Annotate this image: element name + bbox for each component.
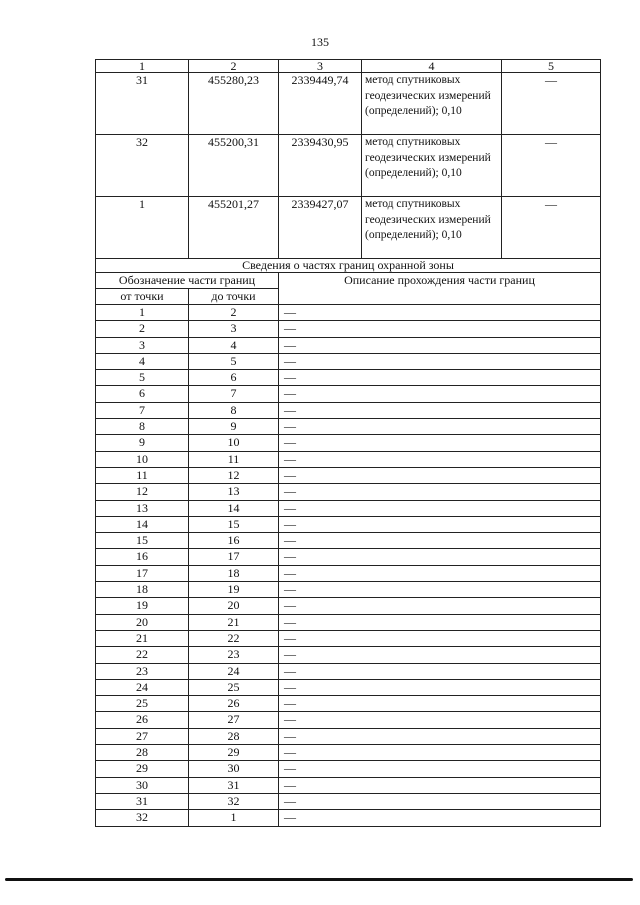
segment-from: 1 xyxy=(96,305,189,321)
segment-description: — xyxy=(279,484,601,500)
segment-from: 14 xyxy=(96,516,189,532)
segment-to: 20 xyxy=(189,598,279,614)
coordinate-row xyxy=(96,73,601,135)
segment-from: 24 xyxy=(96,679,189,695)
segment-to: 28 xyxy=(189,728,279,744)
segment-from: 10 xyxy=(96,451,189,467)
segment-to: 1 xyxy=(189,810,279,826)
section-title-row xyxy=(96,259,601,273)
segment-row xyxy=(96,402,601,418)
segment-row xyxy=(96,419,601,435)
segment-to: 31 xyxy=(189,777,279,793)
segment-row xyxy=(96,533,601,549)
segment-to: 21 xyxy=(189,614,279,630)
segment-to: 25 xyxy=(189,679,279,695)
column-number: 4 xyxy=(362,60,502,73)
segment-from: 19 xyxy=(96,598,189,614)
segment-row xyxy=(96,598,601,614)
segment-to: 7 xyxy=(189,386,279,402)
segment-description: — xyxy=(279,663,601,679)
segment-description: — xyxy=(279,386,601,402)
method-description: метод спутниковых геодезических измерений (определений); 0,10 xyxy=(362,135,502,197)
boundary-table xyxy=(95,59,601,827)
segment-to: 23 xyxy=(189,647,279,663)
segment-description: — xyxy=(279,370,601,386)
segment-description: — xyxy=(279,810,601,826)
note-cell: — xyxy=(502,197,601,259)
segment-description: — xyxy=(279,777,601,793)
segment-row xyxy=(96,549,601,565)
segment-description: — xyxy=(279,353,601,369)
segment-row xyxy=(96,728,601,744)
segment-from: 26 xyxy=(96,712,189,728)
segment-description: — xyxy=(279,630,601,646)
segment-to: 12 xyxy=(189,467,279,483)
segment-description: — xyxy=(279,614,601,630)
segment-from: 32 xyxy=(96,810,189,826)
point-number: 31 xyxy=(96,73,189,135)
segment-from: 20 xyxy=(96,614,189,630)
segment-from: 22 xyxy=(96,647,189,663)
segment-from: 16 xyxy=(96,549,189,565)
segment-from: 3 xyxy=(96,337,189,353)
segment-to: 10 xyxy=(189,435,279,451)
segment-description: — xyxy=(279,451,601,467)
segment-row xyxy=(96,696,601,712)
segment-from: 2 xyxy=(96,321,189,337)
segment-to: 14 xyxy=(189,500,279,516)
point-number: 1 xyxy=(96,197,189,259)
column-number: 5 xyxy=(502,60,601,73)
segment-description: — xyxy=(279,696,601,712)
segment-description: — xyxy=(279,305,601,321)
segment-description: — xyxy=(279,598,601,614)
segment-from: 13 xyxy=(96,500,189,516)
segment-description: — xyxy=(279,793,601,809)
segment-from: 5 xyxy=(96,370,189,386)
coord-y: 2339449,74 xyxy=(279,73,362,135)
coord-x: 455201,27 xyxy=(189,197,279,259)
segment-row xyxy=(96,630,601,646)
segment-row xyxy=(96,663,601,679)
segment-to: 24 xyxy=(189,663,279,679)
coord-y: 2339430,95 xyxy=(279,135,362,197)
segment-to: 4 xyxy=(189,337,279,353)
segment-to: 30 xyxy=(189,761,279,777)
segment-to: 5 xyxy=(189,353,279,369)
segment-to: 15 xyxy=(189,516,279,532)
coord-x: 455200,31 xyxy=(189,135,279,197)
segment-from: 21 xyxy=(96,630,189,646)
segment-from: 17 xyxy=(96,565,189,581)
segment-description: — xyxy=(279,435,601,451)
segment-from: 27 xyxy=(96,728,189,744)
segment-description: — xyxy=(279,402,601,418)
column-number: 3 xyxy=(279,60,362,73)
column-number-row xyxy=(96,60,601,73)
column-number: 2 xyxy=(189,60,279,73)
method-description: метод спутниковых геодезических измерений (определений); 0,10 xyxy=(362,197,502,259)
segment-to: 9 xyxy=(189,419,279,435)
note-cell: — xyxy=(502,73,601,135)
segment-row xyxy=(96,712,601,728)
segment-from: 8 xyxy=(96,419,189,435)
segment-to: 2 xyxy=(189,305,279,321)
segment-description: — xyxy=(279,679,601,695)
coord-x: 455280,23 xyxy=(189,73,279,135)
segment-description: — xyxy=(279,321,601,337)
page-number: 135 xyxy=(311,35,329,49)
segment-row xyxy=(96,386,601,402)
segment-row xyxy=(96,761,601,777)
segment-from: 30 xyxy=(96,777,189,793)
segment-from: 23 xyxy=(96,663,189,679)
section-title: Сведения о частях границ охранной зоны xyxy=(96,259,601,273)
segment-row xyxy=(96,484,601,500)
method-description: метод спутниковых геодезических измерений (определений); 0,10 xyxy=(362,73,502,135)
segment-from: 15 xyxy=(96,533,189,549)
segment-row xyxy=(96,451,601,467)
segment-description: — xyxy=(279,467,601,483)
segment-description: — xyxy=(279,582,601,598)
segment-row xyxy=(96,777,601,793)
segment-description: — xyxy=(279,647,601,663)
segment-description: — xyxy=(279,500,601,516)
segment-row xyxy=(96,435,601,451)
segment-row xyxy=(96,679,601,695)
segment-description: — xyxy=(279,712,601,728)
segment-row xyxy=(96,467,601,483)
segment-row xyxy=(96,810,601,826)
segment-row xyxy=(96,614,601,630)
segment-row xyxy=(96,370,601,386)
segment-from: 28 xyxy=(96,745,189,761)
segment-from: 4 xyxy=(96,353,189,369)
segment-to: 19 xyxy=(189,582,279,598)
coordinate-row xyxy=(96,197,601,259)
to-point-header: до точки xyxy=(189,289,279,305)
segment-description: — xyxy=(279,533,601,549)
segment-row xyxy=(96,516,601,532)
segment-to: 3 xyxy=(189,321,279,337)
segment-row xyxy=(96,337,601,353)
segment-to: 29 xyxy=(189,745,279,761)
segment-to: 27 xyxy=(189,712,279,728)
segment-to: 6 xyxy=(189,370,279,386)
point-number: 32 xyxy=(96,135,189,197)
part-designation-header: Обозначение части границ xyxy=(96,273,279,289)
segment-from: 25 xyxy=(96,696,189,712)
segment-from: 31 xyxy=(96,793,189,809)
segment-to: 26 xyxy=(189,696,279,712)
segment-description: — xyxy=(279,745,601,761)
segment-to: 13 xyxy=(189,484,279,500)
note-cell: — xyxy=(502,135,601,197)
segment-from: 11 xyxy=(96,467,189,483)
segment-row xyxy=(96,305,601,321)
segment-from: 18 xyxy=(96,582,189,598)
segment-row xyxy=(96,565,601,581)
part-header-row xyxy=(96,273,601,289)
bottom-rule xyxy=(5,878,633,881)
segment-row xyxy=(96,647,601,663)
segment-to: 8 xyxy=(189,402,279,418)
segment-row xyxy=(96,321,601,337)
segment-description: — xyxy=(279,761,601,777)
segment-row xyxy=(96,582,601,598)
segment-row xyxy=(96,500,601,516)
segment-to: 16 xyxy=(189,533,279,549)
segment-to: 17 xyxy=(189,549,279,565)
segment-description: — xyxy=(279,419,601,435)
segment-to: 32 xyxy=(189,793,279,809)
segment-description: — xyxy=(279,728,601,744)
segment-to: 22 xyxy=(189,630,279,646)
segment-row xyxy=(96,353,601,369)
segment-row xyxy=(96,793,601,809)
segment-from: 9 xyxy=(96,435,189,451)
segment-row xyxy=(96,745,601,761)
segment-from: 7 xyxy=(96,402,189,418)
segment-description: — xyxy=(279,549,601,565)
segment-description: — xyxy=(279,337,601,353)
segment-to: 11 xyxy=(189,451,279,467)
from-point-header: от точки xyxy=(96,289,189,305)
coordinate-row xyxy=(96,135,601,197)
segment-description: — xyxy=(279,565,601,581)
column-number: 1 xyxy=(96,60,189,73)
segment-description: — xyxy=(279,516,601,532)
segment-to: 18 xyxy=(189,565,279,581)
segment-from: 12 xyxy=(96,484,189,500)
segment-from: 29 xyxy=(96,761,189,777)
description-header: Описание прохождения части границ xyxy=(279,273,601,305)
segment-from: 6 xyxy=(96,386,189,402)
coord-y: 2339427,07 xyxy=(279,197,362,259)
